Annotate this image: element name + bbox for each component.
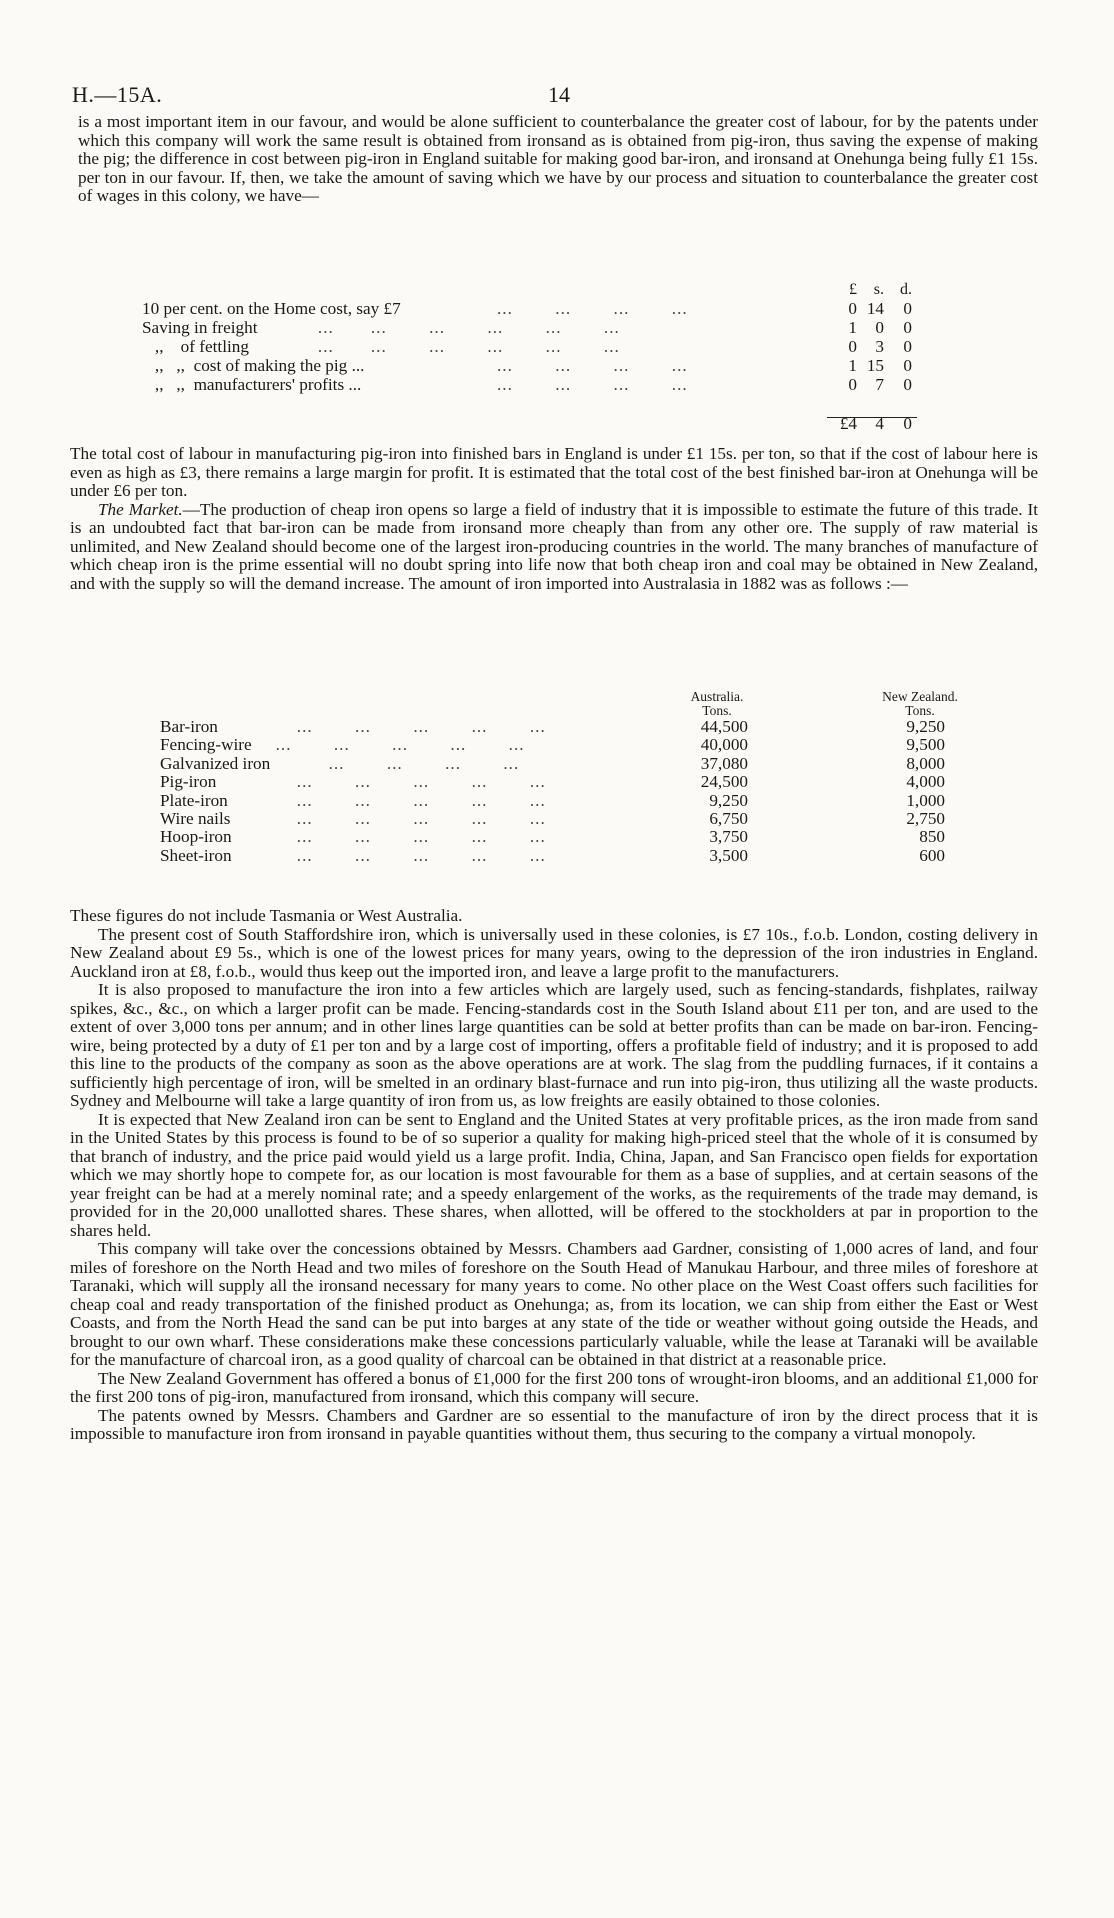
leader-dots: ... ... ... ... [265,753,520,773]
market-heading: The Market. [98,499,183,519]
import-item: Hoop-iron [160,827,232,847]
table-row [160,736,980,754]
market-body: —The production of cheap iron opens so large a field of industry that it is impossible to estimate the future of this trade. It is an undoubted fact that bar-iron can be made from ironsand more cheaply than from any other ore. The supply of raw material is unlimited, and New Zealand should become one of the largest iron-producing countries in the world. The many branches of manufacture of which cheap iron is the prime essential will no doubt spring into life now that both cheap iron and coal may be obtained in New Zealand, and with the supply so will the demand increase. The amount of iron imported into Australasia in 1882 was as follows :— [70,499,1039,593]
australia-tons: 9,250 [709,790,748,810]
ledger-pence: 0 [903,356,912,375]
document-code: H.—15A. [72,82,163,107]
bonus-paragraph: The New Zealand Government has offered a bonus of £1,000 for the first 200 tons of wrought-iron blooms, and an additional £1,000 for the first 200 tons of pig-iron, manufactured from ironsand, which this company will secure. [70,1368,1038,1406]
nz-unit: Tons. [905,703,935,718]
australia-column-header [672,690,762,718]
nz-tons: 600 [919,845,945,865]
nz-tons: 9,500 [906,735,945,755]
import-item: Sheet-iron [160,845,232,865]
table-row [160,792,980,810]
import-item: Plate-iron [160,790,228,810]
australia-unit: Tons. [702,703,732,718]
import-item: Pig-iron [160,772,217,792]
ledger-header-row [142,280,962,299]
leader-dots: ... ... ... ... ... [265,772,546,792]
ledger-row [142,318,962,337]
ledger-pence: 0 [903,318,912,337]
nz-tons: 8,000 [906,753,945,773]
labour-and-market-section [70,445,1038,593]
nz-tons: 9,250 [906,717,945,736]
leader-dots: ... ... ... ... ... [265,808,546,828]
import-item: Galvanized iron [160,753,271,773]
nz-tons: 4,000 [906,772,945,792]
ledger-label: Saving in freight [142,318,258,337]
leader-dots: ... ... ... ... ... [265,790,546,810]
articles-paragraph: It is also proposed to manufacture the iron into a few articles which are largely used, such as fencing-standards, fishplates, railway spikes, &c., &c., on which a larger profit can be made. Fencing-standards cost in the South Island about £11 per ton, and are used to the extent of over 3,000 tons per annum; and in other lines large quantities can be sold at better profits than can be made on bar-iron. Fencing-wire, being protected by a duty of £1 per ton and by a large cost of importing, offers a profitable field of industry; and it is proposed to add this line to the products of the company as soon as the above operations are at work. The slag from the puddling furnaces, if it contains a sufficiently high percentage of iron, will be smelted in an ordinary blast-furnace and run into pig-iron, thus utilizing all the waste products. Sydney and Melbourne will take a large quantity of iron from us, as low freights are easily obtained to those colonies. [70,980,1038,1110]
ledger-leader-dots: ... ... ... ... [497,356,688,375]
nz-tons: 2,750 [906,808,945,828]
ledger-shillings: 0 [875,318,884,337]
ledger-total-pence: 0 [903,414,912,433]
ledger-total-pounds: £4 [839,414,857,433]
tasmania-note: These figures do not include Tasmania or West Australia. [70,906,463,925]
table-row [160,810,980,828]
intro-paragraph: is a most important item in our favour, and would be alone sufficient to counterbalance the greater cost of labour, for by the patents under which this company will work the same result is obtained from ironsand as is obtained from pig-iron, thus saving the expense of making the pig; the difference in cost between pig-iron in England suitable for making good bar-iron, and ironsand at Onehunga being fully £1 15s. per ton in our favour. If, then, we take the amount of saving which we have by our process and situation to counterbalance the greater cost of wages in this colony, we have— [78,112,1038,205]
ledger-shillings-heading: s. [873,281,884,298]
ledger-shillings: 3 [875,337,884,356]
ledger-pounds: 0 [848,299,857,318]
ledger-leader-dots: ... ... ... ... ... ... [302,318,620,337]
australia-tons: 44,500 [700,717,748,736]
leader-dots: ... ... ... ... ... [265,717,546,736]
export-paragraph: It is expected that New Zealand iron can be sent to England and the United States at very profitable prices, as the iron made from sand in the United States by this process is found to be of so superior a quality for making high-priced steel that the whole of it is consumed by that branch of industry, and the price paid would yield us a large profit. India, China, Japan, and San Francisco open fields for exportation which we may shortly hope to compete for, as our location is most favourable for them as a base of supplies, and at certain seasons of the year freight can be had at a merely nominal rate; and a speedy enlargement of the works, as the requirements of the trade may demand, is provided for in the 20,000 unallotted shares. These shares, when allotted, will be offered to the stockholders at par in proportion to the shares held. [70,1109,1038,1240]
imports-header [160,690,980,718]
leader-dots: ... ... ... ... ... [265,735,525,755]
savings-ledger [142,280,962,433]
ledger-label: ,, ,, manufacturers' profits ... [142,375,362,394]
import-item: Fencing-wire [160,735,252,755]
concessions-paragraph: This company will take over the concessions obtained by Messrs. Chambers aad Gardner, consisting of 1,000 acres of land, and four miles of foreshore on the North Head and two miles of foreshore on the South Head of Manukau Harbour, and three miles of foreshore at Taranaki, which will supply all the ironsand necessary for many years to come. No other place on the West Coast offers such facilities for cheap coal and ready transportation of the finished product as Onehunga; as, from its location, we can ship from either the East or West Coasts, and from the North Head the sand can be put into barges at any state of the tide or weather without going outside the Heads, and brought to our own wharf. These considerations make these concessions particularly valuable, while the lease at Taranaki will be available for the manufacture of charcoal iron, as a good quality of charcoal can be obtained in that district at a reasonable price. [70,1239,1038,1369]
ledger-pounds: 0 [848,337,857,356]
nz-heading: New Zealand. [882,689,958,704]
stafford-cost-paragraph: The present cost of South Staffordshire iron, which is universally used in these colonies, is £7 10s., f.o.b. London, costing delivery in New Zealand about £9 5s., which is one of the lowest prices for many years, owing to the depression of the iron industries in England. Auckland iron at £8, f.o.b., would thus keep out the imported iron, and leave a large profit to the manufacturers. [70,924,1038,981]
australia-tons: 40,000 [700,735,748,755]
australia-tons: 24,500 [700,772,748,792]
australia-tons: 6,750 [709,808,748,828]
ledger-label: ,, of fettling [142,337,249,356]
table-row [160,718,980,736]
ledger-row [142,375,962,394]
intro-section [78,113,1038,206]
ledger-pence-heading: d. [900,281,912,298]
table-row [160,828,980,846]
ledger-row [142,356,962,375]
ledger-row [142,337,962,356]
australia-tons: 3,750 [709,827,748,847]
ledger-label: 10 per cent. on the Home cost, say £7 [142,299,401,318]
ledger-pounds-heading: £ [849,281,857,298]
table-row [160,847,980,865]
table-row [160,773,980,791]
patents-paragraph: The patents owned by Messrs. Chambers and Gardner are so essential to the manufacture of iron by the direct process that it is impossible to manufacture iron from ironsand in payable quantities without them, thus securing to the company a virtual monopoly. [70,1405,1038,1443]
ledger-pounds: 1 [848,356,857,375]
leader-dots: ... ... ... ... ... [265,845,546,865]
australia-tons: 3,500 [709,845,748,865]
ledger-total-row [142,414,962,433]
nz-column-header [860,690,980,718]
ledger-leader-dots: ... ... ... ... ... ... [302,337,620,356]
leader-dots: ... ... ... ... ... [265,827,546,847]
ledger-shillings: 15 [866,356,884,375]
ledger-pounds: 0 [848,375,857,394]
ledger-leader-dots: ... ... ... ... [497,375,688,394]
import-item: Bar-iron [160,717,218,736]
table-row [160,755,980,773]
main-body-section [70,907,1038,1444]
ledger-total-shillings: 4 [875,414,884,433]
labour-cost-paragraph: The total cost of labour in manufacturing pig-iron into finished bars in England is under £1 15s. per ton, so that if the cost of labour here is even as high as £3, there remains a large margin for profit. It is estimated that the total cost of the best finished bar-iron at Onehunga will be under £6 per ton. [70,444,1038,500]
ledger-pounds: 1 [848,318,857,337]
ledger-shillings: 7 [875,375,884,394]
australia-heading: Australia. [690,689,744,704]
market-paragraph [70,501,1038,594]
ledger-pence: 0 [903,375,912,394]
iron-imports-table [160,690,980,865]
australia-tons: 37,080 [700,753,748,773]
nz-tons: 850 [919,827,945,847]
ledger-label: ,, ,, cost of making the pig ... [142,356,365,375]
ledger-pence: 0 [903,299,912,318]
page-number: 14 [548,82,570,107]
ledger-pence: 0 [903,337,912,356]
nz-tons: 1,000 [906,790,945,810]
ledger-leader-dots: ... ... ... ... [497,299,688,318]
ledger-shillings: 14 [866,299,884,318]
import-item: Wire nails [160,808,231,828]
ledger-row [142,299,962,318]
